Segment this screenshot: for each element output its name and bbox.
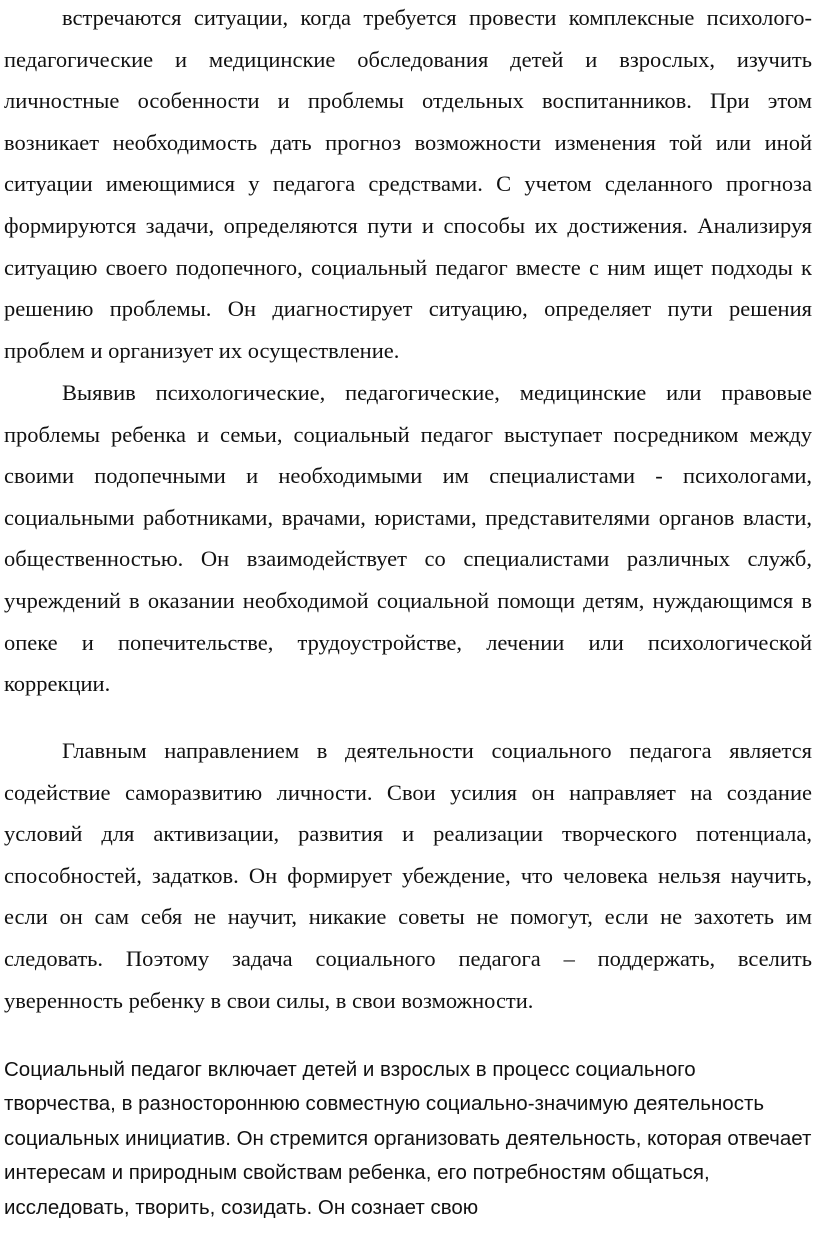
paragraph-2: Выявив психологические, педагогические, медицинские или правовые проблемы ребенка и семьи, социальный педагог выступает посредником между своими подопечными и необходимыми им специалистами - психологами, социальными работниками, врачами, юристами, представителями органов власти, общественностью. Он взаимодействует со специалистами различных служб, учреждений в оказании необходимой социальной помощи детям, нуждающимся в опеке и попечительстве, трудоустройстве, лечении или психологической коррекции.	[4, 380, 812, 697]
paragraph-4: Социальный педагог включает детей и взрослых в процесс социального творчества, в разностороннюю совместную социально-значимую деятельность социальных инициатив. Он стремится организовать деятельность, которая отвечает интересам и природным свойствам ребенка, его потребностям общаться, исследовать, творить, созидать. Он сознает свою	[4, 1058, 812, 1219]
paragraph-1: встречаются ситуации, когда требуется провести комплексные психолого-педагогические и медицинские обследования детей и взрослых, изучить личностные особенности и проблемы отдельных воспитанников. При этом возникает необходимость дать прогноз возможности изменения той или иной ситуации имеющимися у педагога средствами. С учетом сделанного прогноза формируются задачи, определяются пути и способы их достижения. Анализируя ситуацию своего подопечного, социальный педагог вместе с ним ищет подходы к решению проблемы. Он диагностирует ситуацию, определяет пути решения проблем и организует их осуществление.	[4, 5, 812, 363]
paragraph-4-block	[4, 1053, 812, 1225]
paragraph-3-block	[4, 730, 812, 1021]
paragraph-2-block	[4, 372, 812, 705]
paragraph-3: Главным направлением в деятельности социального педагога является содействие саморазвитию личности. Свои усилия он направляет на создание условий для активизации, развития и реализации творческого потенциала, способностей, задатков. Он формирует убеждение, что человека нельзя научить, если он сам себя не научит, никакие советы не помогут, если не захотеть им следовать. Поэтому задача социального педагога – поддержать, вселить уверенность ребенку в свои силы, в свои возможности.	[4, 738, 812, 1013]
paragraph-1-block	[4, 0, 812, 371]
